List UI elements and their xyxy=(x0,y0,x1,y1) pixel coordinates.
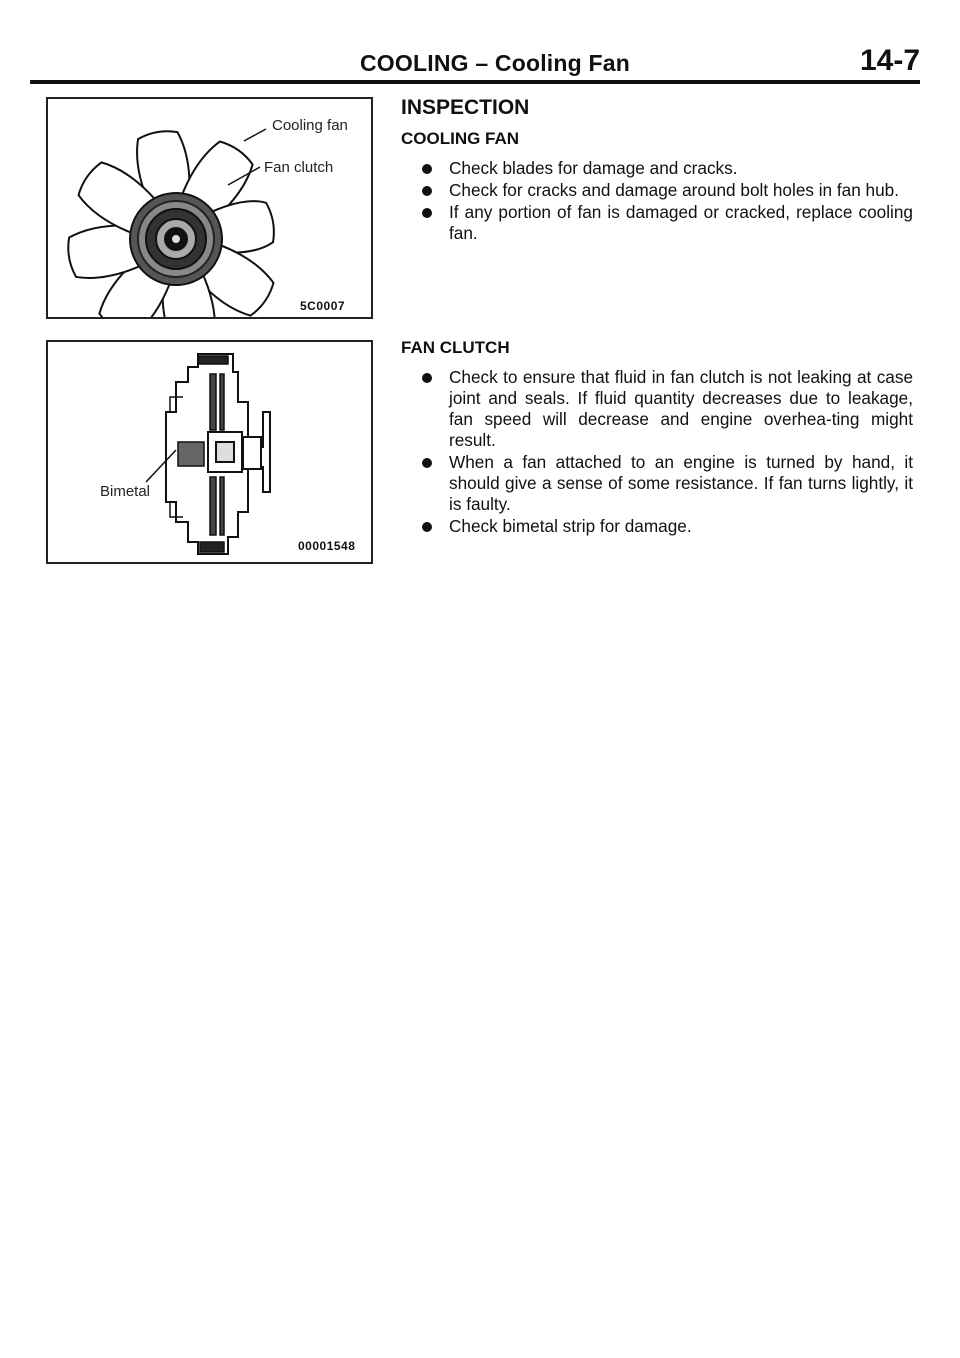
bullet-icon xyxy=(422,186,432,196)
list-item-text: Check bimetal strip for damage. xyxy=(449,516,692,536)
cooling-fan-heading: COOLING FAN xyxy=(401,129,520,148)
fan-clutch-figure xyxy=(46,340,373,564)
figure-code: 5C0007 xyxy=(300,299,346,313)
header-rule xyxy=(30,80,920,84)
list-item xyxy=(401,158,913,179)
list-item-text: Check for cracks and damage around bolt holes in fan hub. xyxy=(449,180,900,200)
cooling-fan-section xyxy=(401,96,913,245)
list-item-text: When a fan attached to an engine is turned by hand, it should give a sense of some resistance. If fan turns lightly, it is faulty. xyxy=(449,452,913,514)
page-header xyxy=(30,44,920,84)
page-number: 14-7 xyxy=(859,44,920,77)
list-item xyxy=(401,367,913,451)
cooling-fan-label: Cooling fan xyxy=(272,117,348,134)
list-item-text: Check blades for damage and cracks. xyxy=(449,158,738,178)
bullet-icon xyxy=(422,164,432,174)
list-item-text: Check to ensure that fluid in fan clutch is not leaking at case joint and seals. If fluid quantity decreases due to leakage, fan speed will decrease and engine overhea-ting might result. xyxy=(449,367,913,450)
fan-clutch-heading: FAN CLUTCH xyxy=(401,338,510,357)
section-title: COOLING – Cooling Fan xyxy=(360,50,630,76)
bullet-icon xyxy=(422,458,432,468)
cooling-fan-checklist xyxy=(401,158,913,244)
inspection-heading: INSPECTION xyxy=(401,96,530,119)
fan-clutch-checklist xyxy=(401,367,913,537)
figure-code: 00001548 xyxy=(298,539,356,553)
fan-clutch-section xyxy=(401,338,913,538)
list-item xyxy=(401,452,913,515)
fan-clutch-illustration xyxy=(48,342,371,562)
list-item xyxy=(401,516,913,537)
bimetal-label: Bimetal xyxy=(100,483,151,500)
list-item-text: If any portion of fan is damaged or cracked, replace cooling fan. xyxy=(449,202,913,243)
bullet-icon xyxy=(422,373,432,383)
list-item xyxy=(401,180,913,201)
bullet-icon xyxy=(422,208,432,218)
list-item xyxy=(401,202,913,244)
bullet-icon xyxy=(422,522,432,532)
cooling-fan-figure xyxy=(46,97,373,319)
fan-clutch-label: Fan clutch xyxy=(264,159,334,176)
